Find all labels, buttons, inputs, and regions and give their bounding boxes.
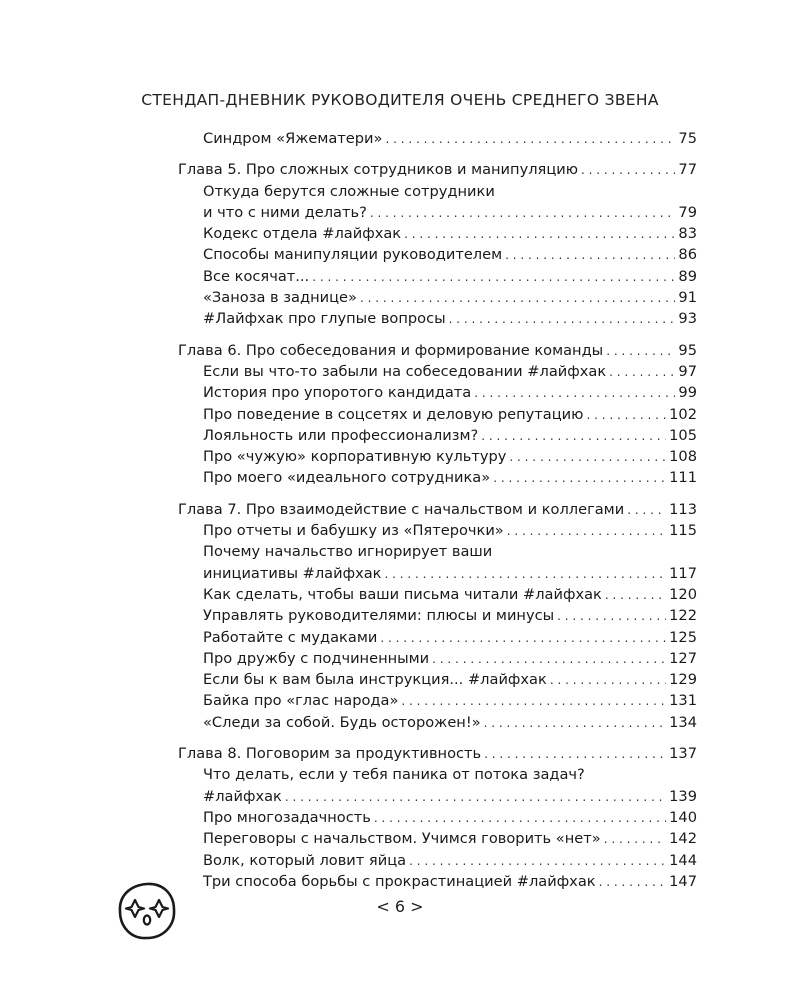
leader-dots [360, 288, 675, 309]
leader-dots [285, 787, 666, 808]
toc-entry-title: «Заноза в заднице» [203, 289, 357, 307]
toc-entry-page: 134 [669, 713, 697, 731]
toc-entry-title-line1: Почему начальство игнорирует ваши [203, 543, 493, 561]
toc-entry-title-line2: #лайфхак [203, 787, 282, 805]
toc-entry-page: 79 [678, 203, 697, 221]
toc-entry-page: 131 [669, 692, 697, 710]
toc-entry-page: 129 [669, 671, 697, 689]
toc-entry-title: Про дружбу с подчиненными [203, 649, 430, 667]
toc-entry[interactable] [178, 446, 697, 467]
chapter-page: 77 [678, 161, 697, 179]
toc-entry[interactable] [178, 244, 697, 265]
leader-dots [606, 341, 675, 362]
toc-entry-title: Про моего «идеального сотрудника» [203, 469, 491, 487]
leader-dots [312, 267, 675, 288]
toc-entry-title: Байка про «глас народа» [203, 692, 399, 710]
leader-dots [604, 829, 666, 850]
toc-entry-title: Если бы к вам была инструкция... #лайфхак [203, 671, 547, 689]
toc-entry[interactable] [178, 404, 697, 425]
toc-entry-page: 117 [669, 564, 697, 582]
toc-entry[interactable] [178, 223, 697, 244]
leader-dots [484, 744, 666, 765]
leader-dots [581, 160, 675, 181]
toc-entry[interactable] [178, 850, 697, 871]
toc-entry-page: 91 [678, 289, 697, 307]
leader-dots [605, 585, 666, 606]
toc-entry-title: Про многозадачность [203, 808, 371, 826]
toc-entry-title: Работайте с мудаками [203, 628, 378, 646]
toc-entry[interactable] [178, 871, 697, 892]
toc-entry[interactable] [178, 425, 697, 446]
toc-chapter-6[interactable] [178, 340, 697, 361]
toc-entry-title: История про упоротого кандидата [203, 384, 472, 402]
toc-entry-title-line2: инициативы #лайфхак [203, 564, 382, 582]
leader-dots [374, 808, 666, 829]
toc-entry-title: Про поведение в соцсетях и деловую репутацию [203, 405, 584, 423]
toc-entry[interactable] [178, 669, 697, 690]
toc-entry-page: 97 [678, 362, 697, 380]
toc-entry-page: 115 [669, 522, 697, 540]
toc-entry-title: Способы манипуляции руководителем [203, 246, 503, 264]
toc-entry-page: 105 [669, 426, 697, 444]
leader-dots [550, 670, 666, 691]
toc-entry-title: «Следи за собой. Будь осторожен!» [203, 713, 481, 731]
toc-entry-page: 144 [669, 851, 697, 869]
toc-entry-title-line2: и что с ними делать? [203, 203, 367, 221]
toc-entry-title: Как сделать, чтобы ваши письма читали #лайфхак [203, 585, 602, 603]
toc-entry[interactable] [178, 690, 697, 711]
leader-dots [474, 383, 675, 404]
toc-entry-page: 142 [669, 830, 697, 848]
toc-entry-title: Лояльность или профессионализм? [203, 426, 479, 444]
toc-entry[interactable] [178, 712, 697, 733]
toc-entry-title: Синдром «Яжематери» [203, 130, 383, 147]
toc-entry-page: 89 [678, 267, 697, 285]
toc-entry[interactable] [178, 541, 697, 584]
toc-entry-title: Переговоры с начальством. Учимся говорить «нет» [203, 830, 601, 848]
toc-entry[interactable] [178, 308, 697, 329]
leader-dots [627, 500, 666, 521]
toc-entry-title: Про «чужую» корпоративную культуру [203, 448, 507, 466]
leader-dots [481, 426, 666, 447]
leader-dots [507, 521, 666, 542]
leader-dots [505, 245, 675, 266]
toc-entry-title-line1: Что делать, если у тебя паника от потока задач? [203, 766, 585, 784]
toc-entry-page: 147 [669, 872, 697, 890]
leader-dots [385, 129, 675, 150]
toc-entry-page: 127 [669, 649, 697, 667]
toc-entry-title: Управлять руководителями: плюсы и минусы [203, 607, 555, 625]
chapter-page: 137 [669, 745, 697, 763]
leader-dots [401, 691, 666, 712]
toc-entry[interactable] [178, 627, 697, 648]
toc-entry[interactable] [178, 605, 697, 626]
toc-entry-page: 102 [669, 405, 697, 423]
leader-dots [404, 224, 675, 245]
leader-dots [409, 851, 666, 872]
toc-entry[interactable] [178, 520, 697, 541]
leader-dots [370, 203, 676, 224]
toc-entry-title: Волк, который ловит яйца [203, 851, 407, 869]
page-number: < 6 > [376, 897, 424, 916]
leader-dots [449, 309, 676, 330]
toc-entry[interactable] [178, 467, 697, 488]
toc-entry-page: 120 [669, 585, 697, 603]
toc-entry[interactable] [178, 287, 697, 308]
toc-entry-page: 111 [669, 469, 697, 487]
toc-entry-page: 139 [669, 787, 697, 805]
toc-entry-page: 140 [669, 808, 697, 826]
toc-entry[interactable] [178, 807, 697, 828]
toc-entry-title: Все косячат... [203, 267, 310, 285]
toc-entry-title: Про отчеты и бабушку из «Пятерочки» [203, 522, 504, 540]
toc-entry-page: 108 [669, 448, 697, 466]
toc-entry-page: 125 [669, 628, 697, 646]
table-of-contents [178, 128, 697, 892]
toc-entry-title-line1: Откуда берутся сложные сотрудники [203, 182, 495, 200]
toc-entry-title: #Лайфхак про глупые вопросы [203, 310, 446, 328]
toc-entry[interactable] [178, 828, 697, 849]
toc-entry-page: 83 [678, 225, 697, 243]
toc-entry-title: Три способа борьбы с прокрастинацией #лайфхак [203, 872, 596, 890]
leader-dots [384, 564, 666, 585]
toc-entry-page: 86 [678, 246, 697, 264]
chapter-title: Глава 5. Про сложных сотрудников и манипуляцию [178, 161, 579, 179]
toc-entry[interactable] [178, 361, 697, 382]
toc-entry-page: 99 [678, 384, 697, 402]
running-header: СТЕНДАП-ДНЕВНИК РУКОВОДИТЕЛЯ ОЧЕНЬ СРЕДНЕГО ЗВЕНА [141, 91, 659, 109]
toc-entry-page: 93 [678, 310, 697, 328]
toc-entry-page: 122 [669, 607, 697, 625]
toc-entry[interactable] [178, 128, 697, 149]
chapter-title: Глава 6. Про собеседования и формирование команды [178, 341, 604, 359]
toc-entry[interactable] [178, 181, 697, 224]
toc-entry[interactable] [178, 266, 697, 287]
leader-dots [586, 405, 666, 426]
leader-dots [432, 649, 666, 670]
toc-entry-title: Кодекс отдела #лайфхак [203, 225, 402, 243]
toc-chapter-8[interactable] [178, 743, 697, 764]
toc-entry-page: 75 [678, 130, 697, 147]
chapter-title: Глава 8. Поговорим за продуктивность [178, 745, 482, 763]
toc-chapter-7[interactable] [178, 499, 697, 520]
leader-dots [380, 628, 666, 649]
leader-dots [493, 468, 666, 489]
chapter-page: 113 [669, 500, 697, 518]
leader-dots [609, 362, 675, 383]
toc-entry[interactable] [178, 382, 697, 403]
toc-entry-title: Если вы что-то забыли на собеседовании #лайфхак [203, 362, 607, 380]
toc-entry[interactable] [178, 584, 697, 605]
toc-entry[interactable] [178, 764, 697, 807]
leader-dots [599, 872, 667, 893]
toc-chapter-5[interactable] [178, 159, 697, 180]
chapter-title: Глава 7. Про взаимодействие с начальством и коллегами [178, 500, 625, 518]
toc-entry[interactable] [178, 648, 697, 669]
chapter-page: 95 [678, 341, 697, 359]
leader-dots [557, 606, 666, 627]
leader-dots [509, 447, 666, 468]
leader-dots [484, 713, 667, 734]
